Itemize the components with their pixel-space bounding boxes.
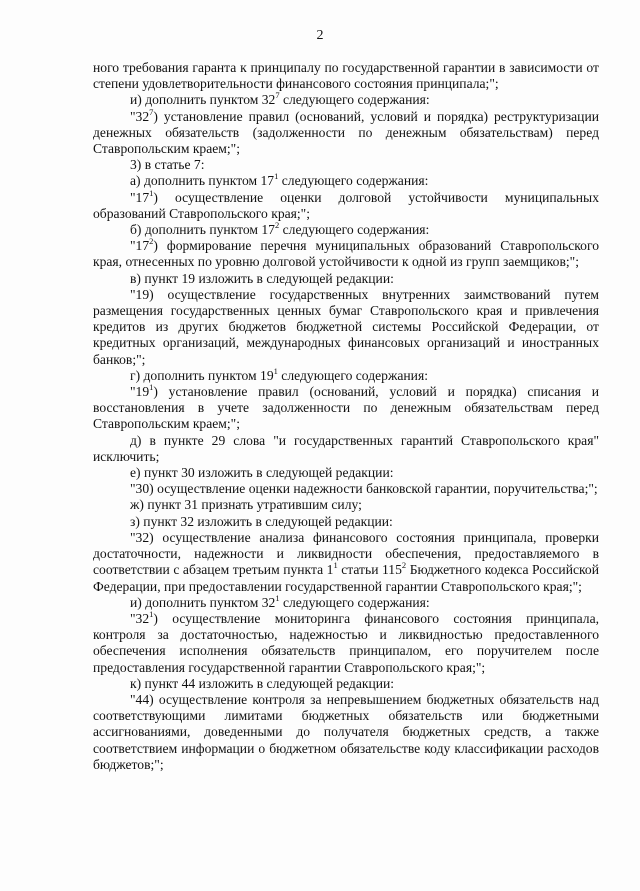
- paragraph-text: следующего содержания:: [277, 367, 428, 383]
- paragraph-text: "44) осуществление контроля за непревышением бюджетных обязательств над соответствующими лимитами бюджетных обязательств или бюджетными ассигнованиями, доведенными до получателя бюджетных средств, а также соответствием информации о бюджетном обязательстве коду классификации расходов бюджетов;";: [93, 691, 599, 772]
- paragraph-22: [93, 692, 599, 773]
- paragraph-17: [93, 514, 599, 530]
- superscript: 2: [401, 560, 407, 571]
- paragraph-text: "32: [130, 610, 150, 626]
- paragraph-15: [93, 481, 599, 497]
- paragraph-text: следующего содержания:: [279, 92, 430, 108]
- paragraph-5: [93, 173, 599, 189]
- document-body: [93, 60, 599, 773]
- paragraph-text: з) пункт 32 изложить в следующей редакции:: [130, 513, 393, 529]
- paragraph-10: [93, 287, 599, 368]
- paragraph-14: [93, 465, 599, 481]
- paragraph-text: а) дополнить пунктом 17: [130, 173, 275, 189]
- paragraph-text: следующего содержания:: [279, 594, 430, 610]
- paragraph-11: [93, 365, 599, 384]
- superscript: 7: [149, 106, 154, 117]
- paragraph-text: ) установление правил (оснований, условий и порядка) списания и восстановления в учете задолженности по денежным обязательствам перед Ставропольским краем;";: [93, 384, 599, 432]
- superscript: 2: [274, 220, 280, 231]
- paragraph-19: [93, 592, 599, 611]
- paragraph-9: [93, 271, 599, 287]
- paragraph-text: "19: [130, 384, 150, 400]
- paragraph-8: [93, 238, 599, 270]
- paragraph-text: 3) в статье 7:: [130, 157, 205, 173]
- superscript: 1: [149, 187, 154, 198]
- paragraph-text: "17: [130, 189, 150, 205]
- paragraph-text: следующего содержания:: [279, 222, 430, 238]
- superscript: 1: [275, 592, 280, 603]
- superscript: 1: [149, 382, 154, 393]
- paragraph-12: [93, 384, 599, 433]
- paragraph-text: ) осуществление мониторинга финансового состояния принципала, контроля за достаточностью, надежностью и ликвидностью предоставленного обеспечения исполнения обязательств принципалом, его поручителем после предоставления государственной гарантии Ставропольского края;";: [93, 610, 599, 675]
- paragraph-3: [93, 106, 599, 158]
- paragraph-text: следующего содержания:: [278, 173, 429, 189]
- paragraph-text: д) в пункте 29 слова "и государственных гарантий Ставропольского края" исключить;: [93, 432, 599, 464]
- paragraph-text: ного требования гаранта к принципалу по государственной гарантии в зависимости от степени удовлетворительности финансового состояния принципала;";: [93, 60, 599, 92]
- paragraph-text: к) пункт 44 изложить в следующей редакции:: [130, 675, 395, 691]
- paragraph-text: в) пункт 19 изложить в следующей редакции:: [130, 270, 394, 286]
- paragraph-7: [93, 222, 599, 238]
- paragraph-text: ж) пункт 31 признать утратившим силу;: [130, 497, 362, 513]
- superscript: 2: [149, 236, 154, 247]
- paragraph-1: [93, 60, 599, 92]
- paragraph-2: [93, 92, 599, 108]
- paragraph-text: "30) осуществление оценки надежности банковской гарантии, поручительства;";: [130, 481, 598, 497]
- paragraph-text: "32) осуществление анализа финансового состояния принципала, проверки достаточности, надежности и ликвидности обеспечения, предоставляемого в соответствии с абзацем третьим пункта 1: [93, 529, 599, 578]
- paragraph-text: б) дополнить пунктом 17: [130, 222, 275, 238]
- paragraph-16: [93, 497, 599, 513]
- paragraph-text: Бюджетного кодекса Российской Федерации, при предоставлении государственной гарантии Ставропольского края;";: [93, 562, 600, 594]
- paragraph-text: ) установление правил (оснований, условий и порядка) реструктуризации денежных обязательств (задолженности по денежным обязательствам) перед Ставропольским краем;";: [93, 108, 599, 157]
- superscript: 1: [274, 171, 279, 182]
- paragraph-13: [93, 433, 599, 465]
- paragraph-4: [93, 157, 599, 173]
- paragraph-text: ) формирование перечня муниципальных образований Ставропольского края, отнесенных по уровню долговой устойчивости к одной из групп заемщиков;";: [93, 238, 599, 270]
- paragraph-21: [93, 676, 599, 692]
- paragraph-text: статьи 115: [337, 562, 402, 578]
- paragraph-text: е) пункт 30 изложить в следующей редакции:: [130, 465, 394, 481]
- paragraph-text: "19) осуществление государственных внутренних заимствований путем размещения государственных ценных бумаг Ставропольского края и привлечения кредитов из других бюджетов бюджетной системы Российской Федерации, от кредитных организаций, международных финансовых организаций и иностранных банков;";: [93, 286, 599, 367]
- superscript: 1: [333, 560, 338, 571]
- page-number: 2: [316, 28, 324, 43]
- superscript: 1: [273, 365, 278, 376]
- paragraph-text: ) осуществление оценки долговой устойчивости муниципальных образований Ставропольского края;";: [93, 189, 599, 221]
- paragraph-text: "17: [130, 238, 150, 254]
- superscript: 7: [275, 90, 280, 101]
- paragraph-text: г) дополнить пунктом 19: [130, 367, 274, 383]
- paragraph-text: и) дополнить пунктом 32: [130, 594, 276, 610]
- paragraph-text: "32: [130, 108, 150, 124]
- superscript: 1: [149, 608, 154, 619]
- paragraph-text: и) дополнить пунктом 32: [130, 92, 276, 108]
- paragraph-18: [93, 530, 599, 595]
- paragraph-20: [93, 608, 599, 676]
- paragraph-6: [93, 187, 599, 222]
